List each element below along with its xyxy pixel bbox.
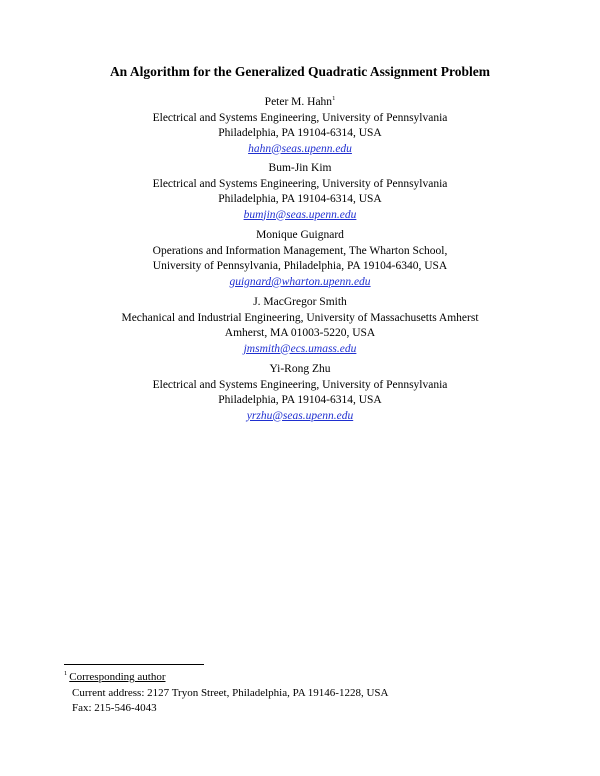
author-name: Bum-Jin Kim — [268, 162, 332, 174]
author-block — [0, 295, 600, 357]
author-affiliation: Mechanical and Industrial Engineering, University of Massachusetts Amherst — [121, 311, 479, 324]
footnote-heading — [64, 671, 165, 683]
author-address: Amherst, MA 01003-5220, USA — [224, 327, 376, 339]
footnote-divider — [64, 664, 204, 665]
author-name: J. MacGregor Smith — [253, 296, 347, 308]
author-address: Philadelphia, PA 19104-6314, USA — [218, 394, 382, 406]
author-block — [0, 95, 600, 157]
author-email-link[interactable]: guignard@wharton.upenn.edu — [229, 275, 371, 288]
author-block — [0, 228, 600, 290]
author-name: Peter M. Hahn — [264, 96, 333, 108]
author-affiliation: Operations and Information Management, The Wharton School, — [152, 244, 448, 257]
footnote — [64, 670, 544, 717]
author-address: University of Pennsylvania, Philadelphia, PA 19104-6340, USA — [152, 260, 448, 272]
author-name: Monique Guignard — [256, 229, 344, 241]
footnote-label: Corresponding author — [69, 671, 166, 683]
footnote-address: Current address: 2127 Tryon Street, Philadelphia, PA 19146-1228, USA — [72, 686, 389, 699]
author-email-link[interactable]: hahn@seas.upenn.edu — [248, 142, 352, 155]
paper-title: An Algorithm for the Generalized Quadratic Assignment Problem — [109, 64, 491, 79]
author-name-line — [0, 95, 600, 111]
author-block — [0, 161, 600, 223]
author-email-link[interactable]: yrzhu@seas.upenn.edu — [246, 409, 354, 422]
author-email-link[interactable]: bumjin@seas.upenn.edu — [243, 208, 357, 221]
author-name: Yi-Rong Zhu — [269, 363, 331, 375]
author-address: Philadelphia, PA 19104-6314, USA — [218, 193, 382, 205]
footnote-fax: Fax: 215-546-4043 — [72, 702, 157, 714]
footnote-reference[interactable]: 1 — [332, 95, 336, 103]
author-affiliation: Electrical and Systems Engineering, University of Pennsylvania — [152, 378, 448, 391]
footnote-mark: 1 — [64, 670, 68, 678]
author-email-link[interactable]: jmsmith@ecs.umass.edu — [243, 342, 357, 355]
author-address: Philadelphia, PA 19104-6314, USA — [218, 127, 382, 139]
author-block — [0, 362, 600, 424]
author-affiliation: Electrical and Systems Engineering, University of Pennsylvania — [152, 111, 448, 124]
author-affiliation: Electrical and Systems Engineering, University of Pennsylvania — [152, 177, 448, 190]
